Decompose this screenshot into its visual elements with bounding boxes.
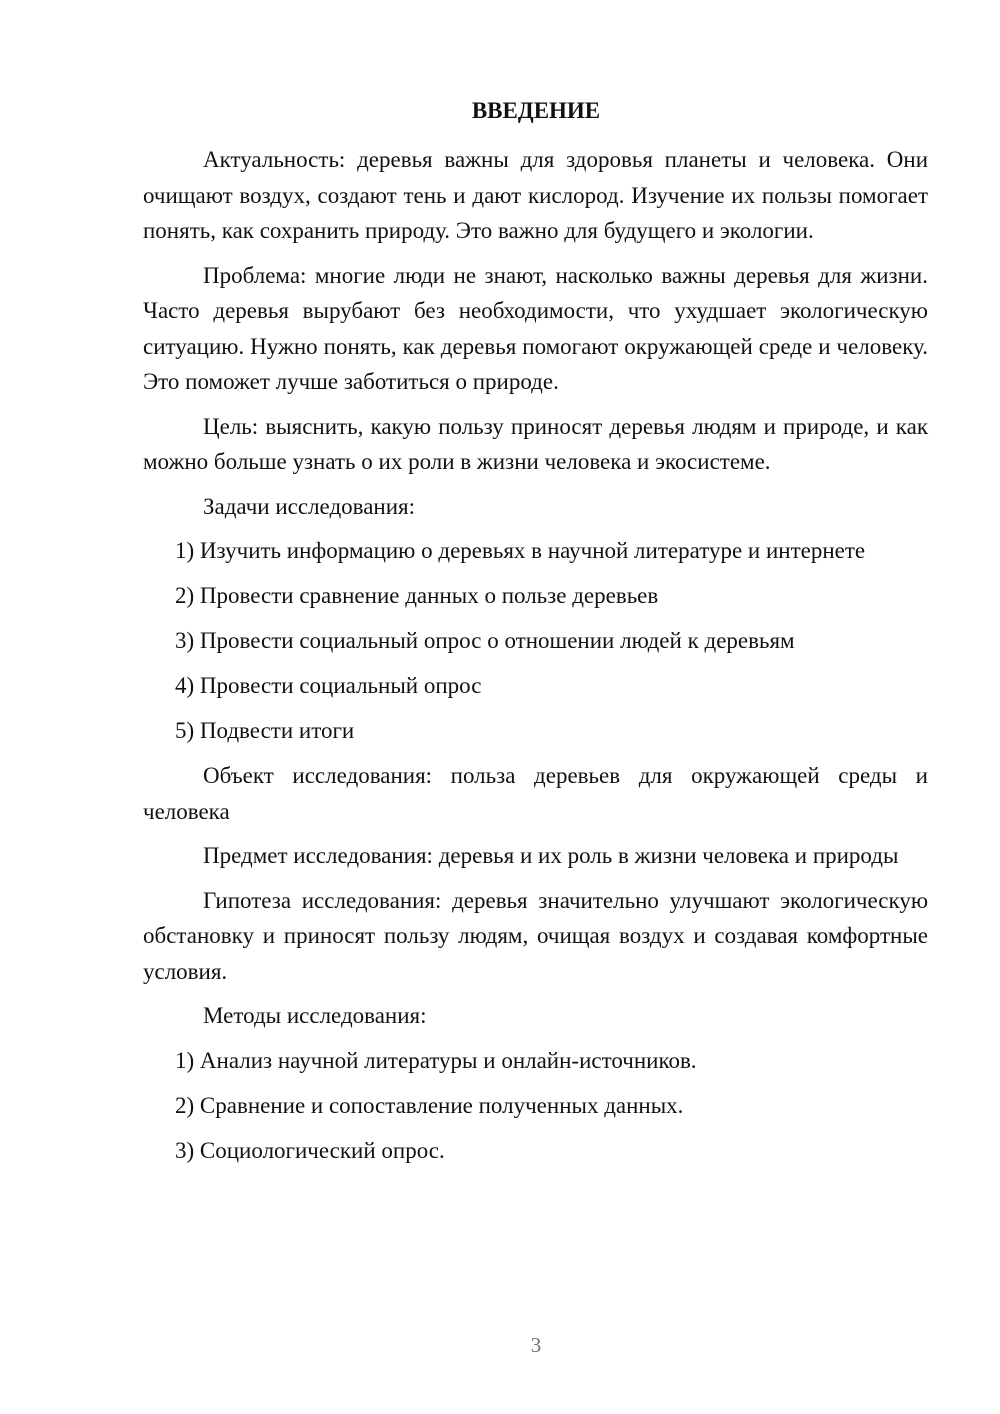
page-number: 3	[530, 1333, 542, 1357]
list-item: 1) Изучить информацию о деревьях в научной литературе и интернете	[175, 538, 866, 563]
paragraph-hypothesis: Гипотеза исследования: деревья значительно улучшают экологическую обстановку и приносят пользу людям, очищая воздух и создавая комфортные условия.	[143, 887, 928, 984]
list-item: 2) Сравнение и сопоставление полученных данных.	[175, 1092, 684, 1118]
list-item: 1) Анализ научной литературы и онлайн-источников.	[175, 1047, 697, 1073]
paragraph-subject: Предмет исследования: деревья и их роль в жизни человека и природы	[203, 843, 899, 868]
body-text	[143, 142, 928, 1178]
methods-title: Методы исследования:	[203, 1003, 427, 1028]
paragraph-relevance: Актуальность: деревья важны для здоровья планеты и человека. Они очищают воздух, создают тень и дают кислород. Изучение их пользы помогает понять, как сохранить природу. Это важно для будущего и экологии.	[143, 147, 928, 243]
paragraph-problem: Проблема: многие люди не знают, насколько важны деревья для жизни. Часто деревья вырубают без необходимости, что ухудшает экологическую ситуацию. Нужно понять, как деревья помогают окружающей среде и человеку. Это поможет лучше заботиться о природе.	[143, 262, 928, 394]
paragraph-goal: Цель: выяснить, какую пользу приносят деревья людям и природе, и как можно больше узнать о их роли в жизни человека и экосистеме.	[143, 413, 928, 474]
list-item: 2) Провести сравнение данных о пользе деревьев	[175, 583, 659, 608]
list-item: 3) Социологический опрос.	[175, 1137, 445, 1163]
list-item: 3) Провести социальный опрос о отношении людей к деревьям	[175, 628, 795, 653]
list-item: 5) Подвести итоги	[175, 718, 355, 743]
section-heading: ВВЕДЕНИЕ	[471, 98, 601, 123]
list-item: 4) Провести социальный опрос	[175, 673, 482, 698]
methods-list	[143, 1043, 928, 1169]
paragraph-object: Объект исследования: польза деревьев для окружающей среды и человека	[143, 763, 928, 824]
tasks-title: Задачи исследования:	[203, 493, 416, 519]
tasks-list	[143, 533, 928, 749]
